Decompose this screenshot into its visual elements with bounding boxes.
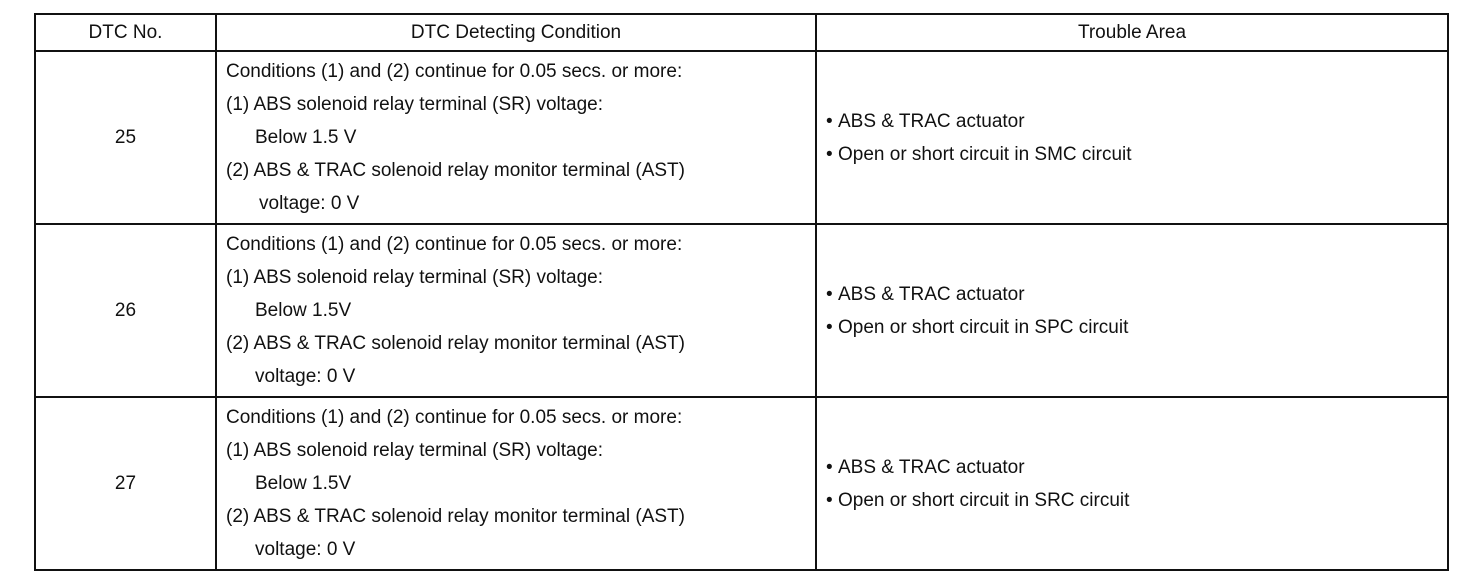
- dtc-number: 26: [35, 224, 216, 397]
- condition-line: (1) ABS solenoid relay terminal (SR) voltage:: [226, 267, 603, 288]
- trouble-area-text: Open or short circuit in SRC circuit: [838, 489, 1130, 511]
- trouble-area-text: ABS & TRAC actuator: [838, 110, 1025, 132]
- condition-cell: [216, 397, 816, 570]
- bullet-icon: •: [826, 143, 833, 165]
- header-dtc-no: DTC No.: [35, 14, 216, 51]
- trouble-area-item: [826, 451, 1447, 484]
- trouble-area-text: Open or short circuit in SMC circuit: [838, 143, 1132, 165]
- bullet-icon: •: [826, 456, 833, 478]
- condition-line: Conditions (1) and (2) continue for 0.05 secs. or more:: [226, 407, 683, 428]
- dtc-number: 27: [35, 397, 216, 570]
- condition-line: (1) ABS solenoid relay terminal (SR) voltage:: [226, 440, 603, 461]
- trouble-area-item: [826, 278, 1447, 311]
- condition-line: voltage: 0 V: [259, 193, 360, 214]
- table-row: [35, 224, 1448, 397]
- table-row: [35, 51, 1448, 224]
- condition-line: Conditions (1) and (2) continue for 0.05 secs. or more:: [226, 61, 683, 82]
- bullet-icon: •: [826, 489, 833, 511]
- header-row: [35, 14, 1448, 51]
- condition-line: (2) ABS & TRAC solenoid relay monitor terminal (AST): [226, 160, 685, 181]
- table-row: [35, 397, 1448, 570]
- trouble-area-text: Open or short circuit in SPC circuit: [838, 316, 1129, 338]
- trouble-area-text: ABS & TRAC actuator: [838, 456, 1025, 478]
- bullet-icon: •: [826, 110, 833, 132]
- condition-line: Below 1.5V: [255, 300, 352, 321]
- condition-cell: [216, 224, 816, 397]
- condition-line: voltage: 0 V: [255, 366, 356, 387]
- condition-line: (2) ABS & TRAC solenoid relay monitor terminal (AST): [226, 333, 685, 354]
- trouble-area-item: [826, 311, 1447, 344]
- condition-line: Conditions (1) and (2) continue for 0.05 secs. or more:: [226, 234, 683, 255]
- condition-line: (2) ABS & TRAC solenoid relay monitor terminal (AST): [226, 506, 685, 527]
- trouble-area-text: ABS & TRAC actuator: [838, 283, 1025, 305]
- header-condition: DTC Detecting Condition: [216, 14, 816, 51]
- trouble-area-cell: [816, 224, 1448, 397]
- trouble-area-item: [826, 484, 1447, 517]
- trouble-area-item: [826, 105, 1447, 138]
- dtc-table: [34, 13, 1449, 571]
- condition-line: voltage: 0 V: [255, 539, 356, 560]
- trouble-area-item: [826, 138, 1447, 171]
- header-trouble-area: Trouble Area: [816, 14, 1448, 51]
- condition-line: Below 1.5V: [255, 473, 352, 494]
- dtc-number: 25: [35, 51, 216, 224]
- condition-cell: [216, 51, 816, 224]
- condition-line: Below 1.5 V: [255, 127, 357, 148]
- trouble-area-cell: [816, 397, 1448, 570]
- trouble-area-cell: [816, 51, 1448, 224]
- condition-line: (1) ABS solenoid relay terminal (SR) voltage:: [226, 94, 603, 115]
- bullet-icon: •: [826, 316, 833, 338]
- bullet-icon: •: [826, 283, 833, 305]
